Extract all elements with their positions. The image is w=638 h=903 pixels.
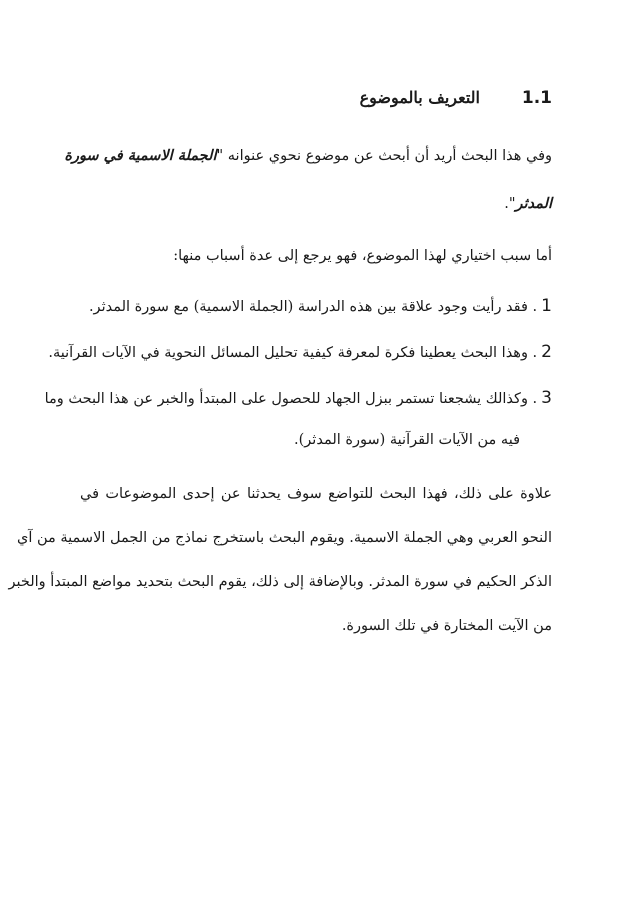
topic-title-part2: المدثر [515, 195, 552, 212]
reason-number: 2 [541, 342, 552, 362]
section-number: 1.1 [521, 88, 552, 108]
intro-line-2 [504, 194, 552, 214]
reason-item-3-cont: فيه من الآيات القرآنية (سورة المدثر). [294, 432, 520, 448]
reason-number: 3 [541, 388, 552, 408]
reason-item-1 [89, 296, 552, 317]
closing-line-3: الذكر الحكيم في سورة المدثر. وبالإضافة إلى ذلك، يقوم البحث بتحديد مواضع المبتدأ والخبر [8, 574, 552, 590]
reason-text: . فقد رأيت وجود علاقة بين هذه الدراسة (الجملة الاسمية) مع سورة المدثر. [88, 299, 538, 315]
reason-text: . وكذالك يشجعنا تستمر ببزل الجهاد للحصول على المبتدأ والخبر عن هذا البحث وما [44, 391, 538, 407]
reasons-lead: أما سبب اختياري لهذا الموضوع، فهو يرجع إلى عدة أسباب منها: [173, 248, 552, 264]
closing-line-4: من الآيت المختارة في تلك السورة. [341, 618, 552, 634]
reason-item-3 [44, 388, 552, 409]
intro-line-1 [64, 146, 552, 166]
intro-tail: ". [504, 196, 516, 212]
topic-title-part1: الجملة الاسمية في سورة [64, 147, 217, 164]
reason-item-2 [48, 342, 552, 363]
section-title-text: التعريف بالموضوع [359, 88, 480, 107]
reason-number: 1 [541, 296, 552, 316]
closing-line-1: علاوة على ذلك، فهذا البحث للتواضع سوف يحدثنا عن إحدى الموضوعات في [80, 486, 552, 502]
closing-line-2: النحو العربي وهي الجملة الاسمية. ويقوم البحث باستخرج نماذج من الجمل الاسمية من آي [17, 530, 552, 546]
reason-text: . وهذا البحث يعطينا فكرة لمعرفة كيفية تحليل المسائل النحوية في الآيات القرآنية. [48, 345, 538, 361]
intro-text: وفي هذا البحث أريد أن أبحث عن موضوع نحوي عنوانه " [216, 148, 552, 164]
